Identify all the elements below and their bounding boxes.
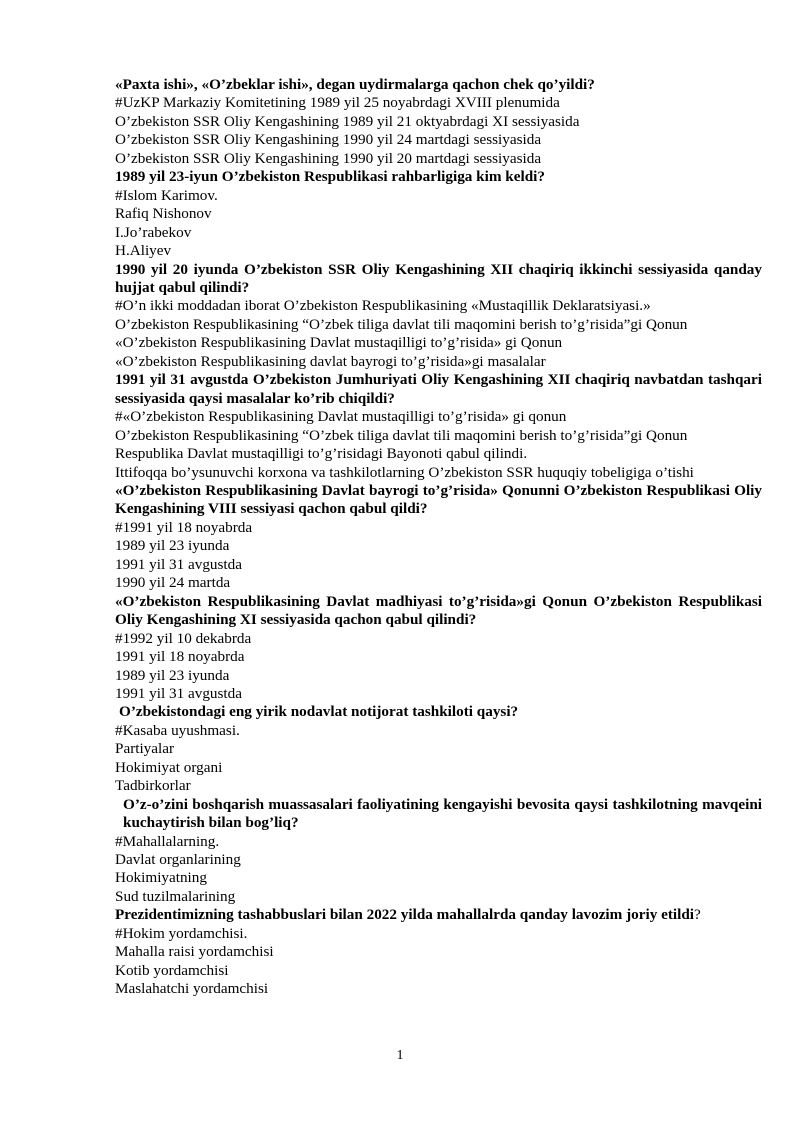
answer-option: O’zbekiston SSR Oliy Kengashining 1989 yil 21 oktyabrdagi XI sessiyasida <box>115 112 580 130</box>
answer-option-correct: #O’n ikki moddadan iborat O’zbekiston Respublikasining «Mustaqillik Deklaratsiyasi.» <box>115 297 651 315</box>
answer-option: Ittifoqqa bo’ysunuvchi korxona va tashkilotlarning O’zbekiston SSR huquqiy tobeligiga o’tishi <box>115 463 694 481</box>
answer-option-correct: #1992 yil 10 dekabrda <box>115 629 252 647</box>
answer-option-correct: #«O’zbekiston Respublikasining Davlat mustaqilligi to’g’risida» gi qonun <box>115 408 567 426</box>
question-text: «O’zbekiston Respublikasining Davlat madhiyasi to’g’risida»gi Qonun O’zbekiston Respublikasi Oliy Kengashining XI sessiyasida qachon qabul qilindi? <box>115 592 762 629</box>
answer-option: Kotib yordamchisi <box>115 961 229 979</box>
question-text: 1990 yil 20 iyunda O’zbekiston SSR Oliy Kengashining XII chaqiriq ikkinchi sessiyasida qanday hujjat qabul qilindi? <box>115 260 762 296</box>
answer-option: Maslahatchi yordamchisi <box>115 980 269 998</box>
answer-option-correct: #UzKP Markaziy Komitetining 1989 yil 25 noyabrdagi XVIII plenumida <box>115 94 560 112</box>
question-block <box>115 906 762 998</box>
answer-option: Respublika Davlat mustaqilligi to’g’risidagi Bayonoti qabul qilindi. <box>115 445 528 463</box>
answer-option-correct: #Hokim yordamchisi. <box>115 924 248 942</box>
answer-option-correct: #Islom Karimov. <box>115 186 218 204</box>
answer-option: Hokimiyat organi <box>115 758 223 776</box>
question-text: O’z-o’zini boshqarish muassasalari faoliyatining kengayishi bevosita qaysi tashkilotning mavqeini kuchaytirish bilan bog’liq? <box>123 795 762 832</box>
answer-option: O’zbekiston SSR Oliy Kengashining 1990 yil 20 martdagi sessiyasida <box>115 149 542 167</box>
answer-option: Mahalla raisi yordamchisi <box>115 943 274 961</box>
question-text: «Paxta ishi», «O’zbeklar ishi», degan uydirmalarga qachon chek qo’yildi? <box>115 76 595 93</box>
answer-option: 1991 yil 18 noyabrda <box>115 648 245 666</box>
answer-option: Hokimiyatning <box>115 869 207 887</box>
answer-option: I.Jo’rabekov <box>115 223 192 241</box>
question-block <box>115 371 762 482</box>
answer-option: O’zbekiston SSR Oliy Kengashining 1990 yil 24 martdagi sessiyasida <box>115 131 542 149</box>
question-block <box>115 261 762 372</box>
question-block <box>115 593 762 704</box>
question-text <box>115 906 762 924</box>
answer-option: 1990 yil 24 martda <box>115 574 231 592</box>
page-number: 1 <box>396 1048 404 1063</box>
answer-option: 1991 yil 31 avgustda <box>115 555 242 573</box>
answer-option: Partiyalar <box>115 740 175 758</box>
question-block <box>115 703 762 795</box>
answer-option: 1989 yil 23 iyunda <box>115 666 230 684</box>
question-block <box>115 482 762 593</box>
answer-option: O’zbekiston Respublikasining “O’zbek tiliga davlat tili maqomini berish to’g’risida”gi Qonun <box>115 315 688 333</box>
question-text: 1991 yil 31 avgustda O’zbekiston Jumhuriyati Oliy Kengashining XII chaqiriq navbatdan tashqari sessiyasida qaysi masalalar ko’rib chiqildi? <box>115 371 762 407</box>
answer-option: O’zbekiston Respublikasining “O’zbek tiliga davlat tili maqomini berish to’g’risida”gi Qonun <box>115 426 688 444</box>
question-block <box>115 76 762 168</box>
answer-option: «O’zbekiston Respublikasining davlat bayrogi to’g’risida»gi masalalar <box>115 352 546 370</box>
answer-option: H.Aliyev <box>115 242 172 260</box>
question-text: «O’zbekiston Respublikasining Davlat bayrogi to’g’risida» Qonunni O’zbekiston Respublikasi Oliy Kengashining VIII sessiyasi qachon qabul qildi? <box>115 481 762 518</box>
answer-option: «O’zbekiston Respublikasining Davlat mustaqilligi to’g’risida» gi Qonun <box>115 334 563 352</box>
answer-option: Davlat organlarining <box>115 851 241 869</box>
answer-option: Rafiq Nishonov <box>115 205 212 223</box>
question-mark: ? <box>694 906 701 924</box>
question-text: 1989 yil 23-iyun O’zbekiston Respublikasi rahbarligiga kim keldi? <box>115 168 545 186</box>
answer-option-correct: #Kasaba uyushmasi. <box>115 721 240 739</box>
answer-option: Sud tuzilmalarining <box>115 887 236 905</box>
question-block <box>115 168 762 260</box>
document-body <box>115 76 762 999</box>
answer-option: 1989 yil 23 iyunda <box>115 537 230 555</box>
answer-option: 1991 yil 31 avgustda <box>115 684 242 702</box>
question-block <box>115 796 762 907</box>
question-text-bold: Prezidentimizning tashabbuslari bilan 2022 yilda mahallalrda qanday lavozim joriy etildi <box>115 906 695 924</box>
question-text: O’zbekistondagi eng yirik nodavlat notijorat tashkiloti qaysi? <box>119 703 519 721</box>
answer-option: Tadbirkorlar <box>115 777 191 795</box>
answer-option-correct: #1991 yil 18 noyabrda <box>115 518 253 536</box>
answer-option-correct: #Mahallalarning. <box>115 832 220 850</box>
